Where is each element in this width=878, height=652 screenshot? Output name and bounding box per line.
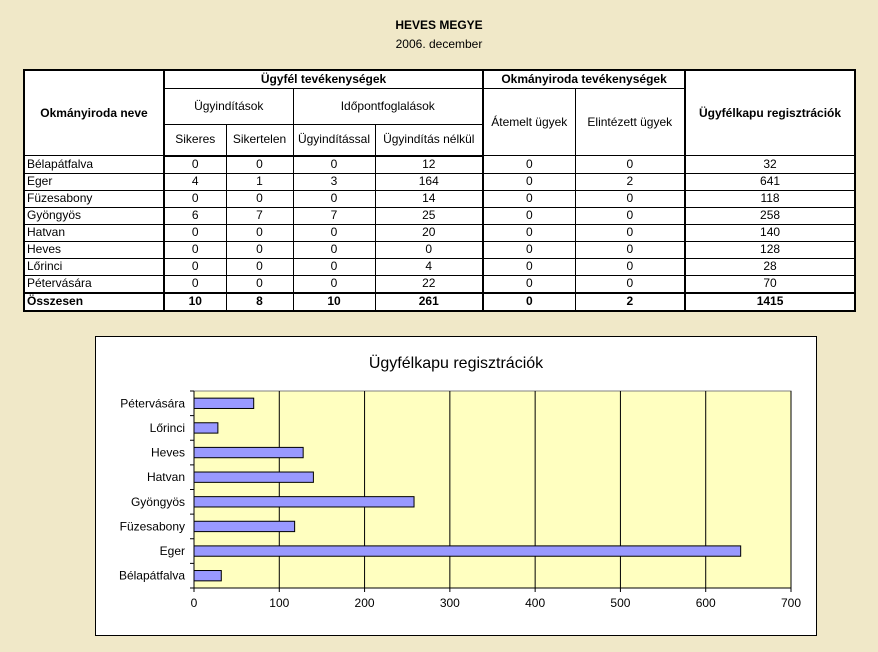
header-idopontfoglalasok: Időpontfoglalások <box>293 89 483 125</box>
office-name-cell: Heves <box>24 241 164 258</box>
value-cell: 12 <box>375 156 483 174</box>
table-row <box>24 224 855 241</box>
value-cell: 0 <box>575 224 685 241</box>
value-cell: 0 <box>483 173 575 190</box>
office-name-cell: Pétervására <box>24 275 164 293</box>
header-atemelt: Átemelt ügyek <box>483 89 575 156</box>
bar-gyöngyös <box>194 497 414 507</box>
x-tick-label: 200 <box>354 596 375 610</box>
value-cell: 261 <box>375 293 483 311</box>
value-cell: 128 <box>685 241 855 258</box>
value-cell: 140 <box>685 224 855 241</box>
value-cell: 0 <box>226 156 293 174</box>
header-elintezett: Elintézett ügyek <box>575 89 685 156</box>
x-tick-label: 400 <box>525 596 546 610</box>
bar-heves <box>194 447 303 457</box>
value-cell: 0 <box>293 275 375 293</box>
value-cell: 1415 <box>685 293 855 311</box>
value-cell: 0 <box>575 258 685 275</box>
header-sikeres: Sikeres <box>164 124 226 156</box>
office-name-cell: Bélapátfalva <box>24 156 164 174</box>
page-subtitle: 2006. december <box>395 37 483 51</box>
x-tick-label: 100 <box>269 596 290 610</box>
value-cell: 4 <box>375 258 483 275</box>
value-cell: 0 <box>575 207 685 224</box>
value-cell: 28 <box>685 258 855 275</box>
bar-lőrinci <box>194 423 218 433</box>
bar-bélapátfalva <box>194 571 221 581</box>
value-cell: 25 <box>375 207 483 224</box>
header-ugyinditas-nelkul: Ügyindítás nélkül <box>375 124 483 156</box>
y-tick-label: Hatvan <box>146 470 185 485</box>
value-cell: 0 <box>226 190 293 207</box>
header-client-activities: Ügyfél tevékenységek <box>164 70 483 89</box>
total-row <box>24 293 855 311</box>
value-cell: 0 <box>164 156 226 174</box>
y-tick-label: Heves <box>150 445 185 460</box>
value-cell: 0 <box>483 293 575 311</box>
table-row <box>24 275 855 293</box>
value-cell: 0 <box>164 275 226 293</box>
office-name-cell: Lőrinci <box>24 258 164 275</box>
value-cell: 0 <box>293 190 375 207</box>
office-name-cell: Gyöngyös <box>24 207 164 224</box>
value-cell: 0 <box>483 207 575 224</box>
table-row <box>24 156 855 174</box>
value-cell: 118 <box>685 190 855 207</box>
value-cell: 0 <box>164 224 226 241</box>
value-cell: 0 <box>293 258 375 275</box>
value-cell: 10 <box>293 293 375 311</box>
office-name-cell: Eger <box>24 173 164 190</box>
bar-hatvan <box>194 472 313 482</box>
y-tick-label: Lőrinci <box>149 420 185 435</box>
x-tick-label: 600 <box>695 596 716 610</box>
value-cell: 258 <box>685 207 855 224</box>
page-title: HEVES MEGYE <box>395 18 483 32</box>
table-row <box>24 207 855 224</box>
value-cell: 0 <box>483 275 575 293</box>
bar-füzesabony <box>194 521 295 531</box>
value-cell: 0 <box>483 224 575 241</box>
value-cell: 6 <box>164 207 226 224</box>
chart-title: Ügyfélkapu regisztrációk <box>368 355 544 372</box>
value-cell: 1 <box>226 173 293 190</box>
value-cell: 0 <box>293 224 375 241</box>
value-cell: 7 <box>226 207 293 224</box>
header-ugyinditassal: Ügyindítással <box>293 124 375 156</box>
table-row <box>24 173 855 190</box>
value-cell: 22 <box>375 275 483 293</box>
data-table <box>23 69 856 312</box>
y-tick-label: Eger <box>159 544 185 559</box>
header-ugyinditasok: Ügyindítások <box>164 89 293 125</box>
x-tick-label: 700 <box>780 596 802 610</box>
value-cell: 2 <box>575 293 685 311</box>
value-cell: 7 <box>293 207 375 224</box>
value-cell: 4 <box>164 173 226 190</box>
value-cell: 14 <box>375 190 483 207</box>
office-name-cell: Füzesabony <box>24 190 164 207</box>
value-cell: 0 <box>293 156 375 174</box>
header-office-activities: Okmányiroda tevékenységek <box>483 70 685 89</box>
y-tick-label: Bélapátfalva <box>118 568 185 583</box>
value-cell: 0 <box>375 241 483 258</box>
x-tick-label: 0 <box>190 596 198 610</box>
value-cell: 0 <box>483 258 575 275</box>
chart-panel <box>95 336 817 636</box>
y-tick-label: Füzesabony <box>119 519 185 534</box>
value-cell: 0 <box>226 275 293 293</box>
header-office-name: Okmányiroda neve <box>24 70 164 156</box>
value-cell: 2 <box>575 173 685 190</box>
value-cell: 0 <box>293 241 375 258</box>
value-cell: 32 <box>685 156 855 174</box>
bar-chart <box>96 337 816 635</box>
table-row <box>24 190 855 207</box>
value-cell: 3 <box>293 173 375 190</box>
value-cell: 0 <box>483 156 575 174</box>
bar-pétervására <box>194 398 254 408</box>
table-row <box>24 241 855 258</box>
value-cell: 0 <box>164 241 226 258</box>
office-name-cell: Hatvan <box>24 224 164 241</box>
value-cell: 0 <box>226 241 293 258</box>
header-sikertelen: Sikertelen <box>226 124 293 156</box>
plot-area <box>194 391 791 588</box>
value-cell: 0 <box>575 190 685 207</box>
value-cell: 164 <box>375 173 483 190</box>
value-cell: 0 <box>483 190 575 207</box>
value-cell: 8 <box>226 293 293 311</box>
y-tick-label: Pétervására <box>120 396 185 411</box>
value-cell: 10 <box>164 293 226 311</box>
value-cell: 0 <box>164 190 226 207</box>
x-tick-label: 300 <box>439 596 460 610</box>
header-ugyfelkapu: Ügyfélkapu regisztrációk <box>685 70 855 156</box>
value-cell: 0 <box>575 156 685 174</box>
value-cell: 641 <box>685 173 855 190</box>
value-cell: 0 <box>483 241 575 258</box>
table-row <box>24 258 855 275</box>
value-cell: 70 <box>685 275 855 293</box>
x-tick-label: 500 <box>610 596 631 610</box>
value-cell: 0 <box>575 275 685 293</box>
value-cell: 0 <box>226 258 293 275</box>
value-cell: 0 <box>164 258 226 275</box>
value-cell: 0 <box>226 224 293 241</box>
office-name-cell: Összesen <box>24 293 164 311</box>
y-tick-label: Gyöngyös <box>130 494 185 509</box>
value-cell: 0 <box>575 241 685 258</box>
value-cell: 20 <box>375 224 483 241</box>
bar-eger <box>194 546 741 556</box>
